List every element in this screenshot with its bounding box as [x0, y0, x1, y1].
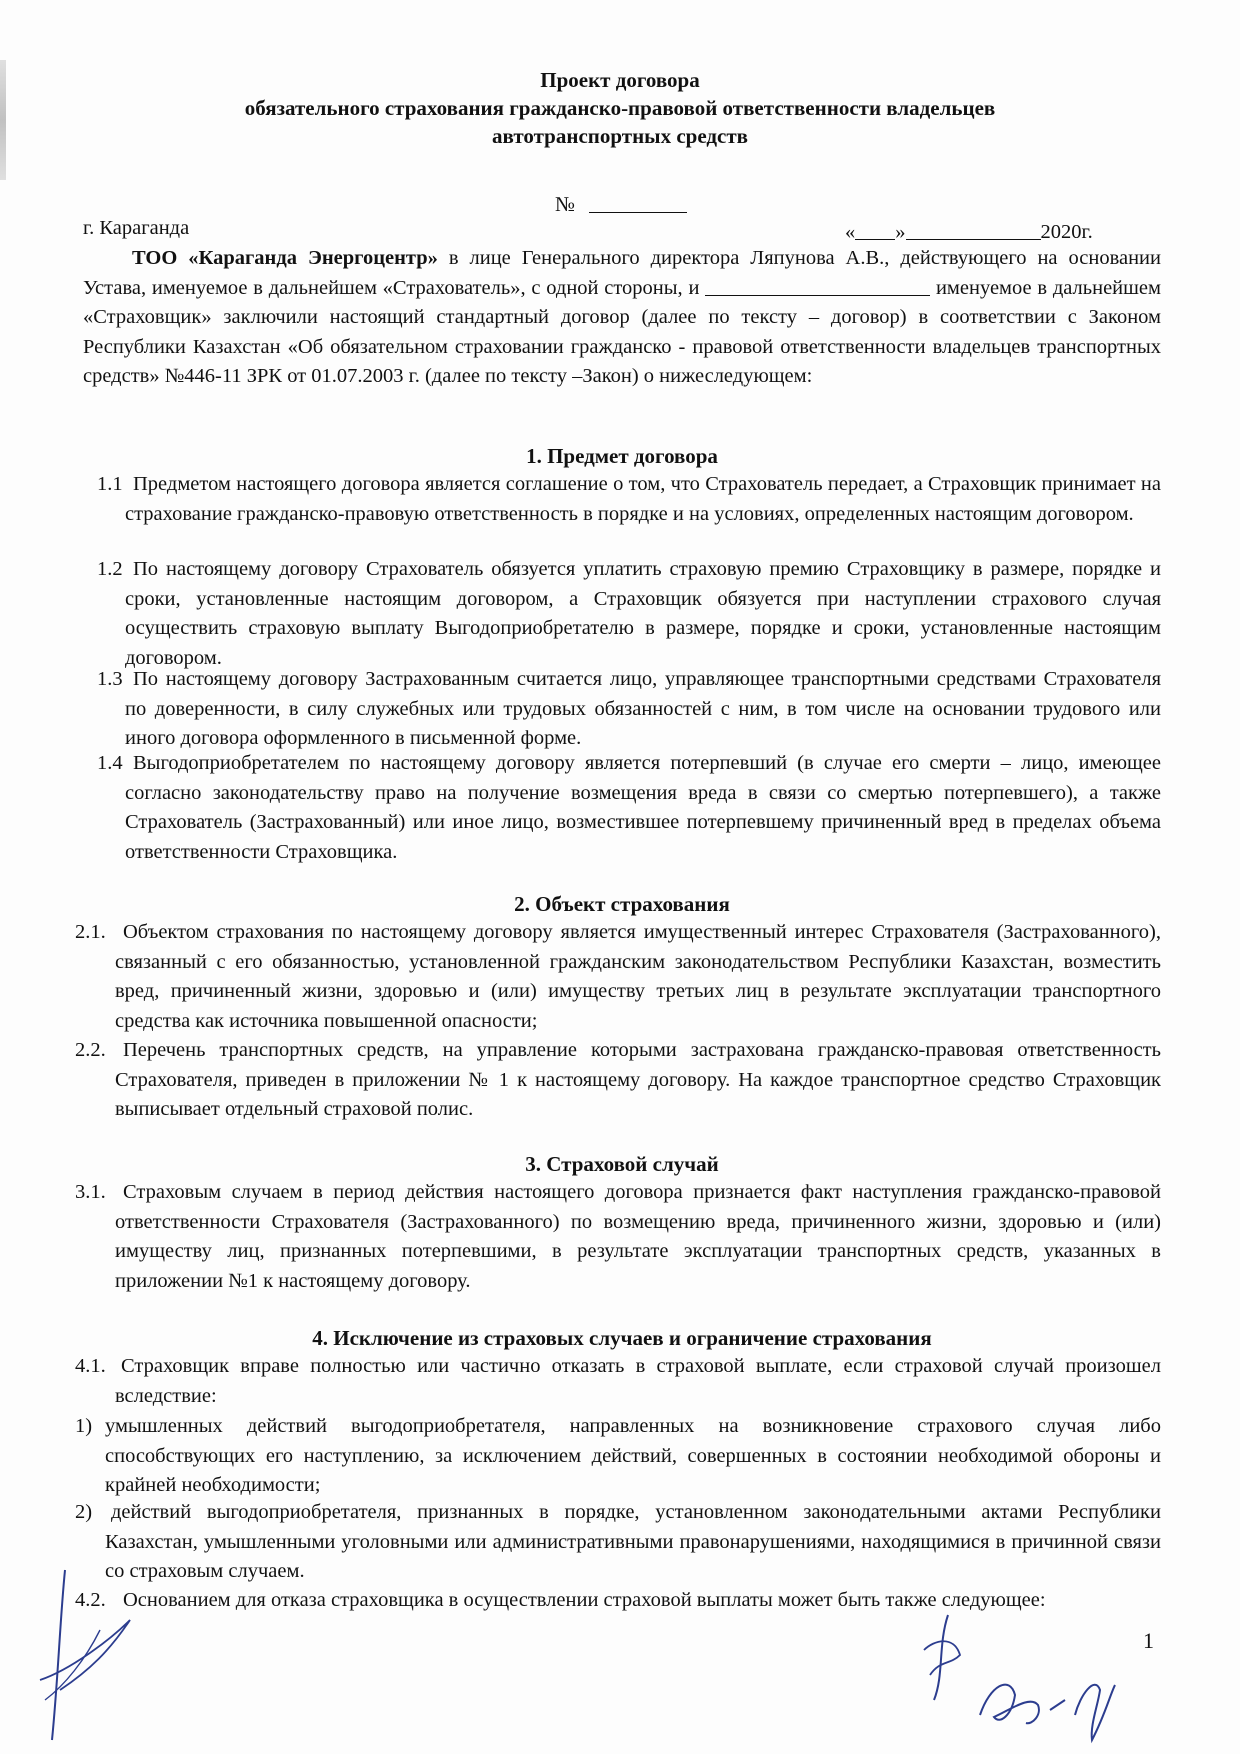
clause-number: 4.2.: [75, 1589, 106, 1611]
clause-text: Страховым случаем в период действия настоящего договора признается факт наступления гражданско-правовой ответственности Страхователя (Застрахованного) по возмещению вреда, причиненного жизни, здоровью и (или) имуществу лиц, признанных потерпевшими, в результате эксплуатации транспортных средств, указанных в приложении №1 к настоящему договору.: [115, 1181, 1161, 1292]
clause-text: Выгодоприобретателем по настоящему договору является потерпевший (в случае его смерти – лицо, имеющее согласно законодательству право на получение возмещения вреда в связи со смертью потерпевшего), а также Страхователь (Застрахованный) или иное лицо, возместившее потерпевшему причиненный вред в пределах объема ответственности Страховщика.: [125, 752, 1161, 863]
number-blank: [589, 194, 687, 213]
clause-number: 1.2: [97, 558, 123, 580]
clause-number: 3.1.: [75, 1181, 106, 1203]
clause-text: умышленных действий выгодоприобретателя, направленных на возникновение страхового случая либо способствующих его наступлению, за исключением действий, совершенных в состоянии необходимой обороны и крайней необходимости;: [105, 1415, 1161, 1496]
preamble: [83, 244, 1161, 392]
clause-2-2: [75, 1036, 1161, 1125]
clause-2-1: [75, 918, 1161, 1036]
clause-number: 1.3: [97, 668, 123, 690]
preamble-text-2: именуемое в дальнейшем «Страховщик» заключили настоящий стандартный договор (далее по тексту – договор) в соответствии с Законом Республики Казахстан «Об обязательном страховании гражданско - правовой ответственности владельцев транспортных средств» №446-11 ЗРК от 01.07.2003 г. (далее по тексту –Закон) о нижеследующем:: [83, 276, 1162, 387]
month-blank: [906, 221, 1041, 240]
title-line-2: обязательного страхования гражданско-правовой ответственности владельцев: [244, 96, 996, 120]
clause-number: 1.4: [97, 752, 123, 774]
date-year: 2020г.: [1040, 221, 1093, 243]
insurer-blank: [705, 277, 930, 296]
clause-4-1-item-2: [75, 1498, 1161, 1587]
date-close-quote: »: [895, 221, 906, 243]
section-1-title: 1. Предмет договора: [526, 444, 718, 468]
clause-1-3: [97, 665, 1161, 754]
date-open-quote: «: [845, 221, 856, 243]
clause-3-1: [75, 1178, 1161, 1296]
clause-number: 4.1.: [75, 1355, 106, 1377]
clause-number: 1.1: [97, 473, 123, 495]
contract-number: [555, 190, 687, 220]
section-2-title: 2. Объект страхования: [514, 892, 730, 916]
clause-1-2: [97, 555, 1161, 673]
clause-text: действий выгодоприобретателя, признанных в порядке, установленном законодательными актами Республики Казахстан, умышленными уголовными или административными правонарушениями, находящимися в причинной связи со страховым случаем.: [105, 1501, 1161, 1582]
signature-initials: [920, 1605, 1130, 1750]
preamble-text-1: в лице Генерального директора Ляпунова А.В., действующего на основании Устава, именуемое в дальнейшем «Страхователь», с одной стороны, и: [83, 247, 1161, 299]
clause-number: 2.1.: [75, 921, 106, 943]
number-label: №: [555, 192, 576, 216]
scan-edge-mark: [0, 60, 6, 180]
left-margin-signature: [30, 1560, 150, 1750]
clause-number: 2): [75, 1501, 93, 1523]
day-blank: [855, 221, 895, 240]
clause-4-1-item-1: [75, 1412, 1161, 1501]
section-3-title: 3. Страховой случай: [525, 1152, 719, 1176]
page-number: 1: [1143, 1628, 1154, 1653]
clause-text: Предметом настоящего договора является соглашение о том, что Страхователь передает, а Страховщик принимает на страхование гражданско-правовую ответственность в порядке и на условиях, определенных настоящим договором.: [125, 473, 1161, 525]
clause-number: 1): [75, 1415, 93, 1437]
clause-text: По настоящему договору Застрахованным считается лицо, управляющее транспортными средствами Страхователя по доверенности, в силу служебных или трудовых обязанностей с ним, в том числе на основании трудового или иного договора оформленного в письменной форме.: [125, 668, 1161, 749]
section-4-title: 4. Исключение из страховых случаев и ограничение страхования: [312, 1326, 932, 1350]
title-line-3: автотранспортных средств: [492, 124, 748, 148]
clause-text: Объектом страхования по настоящему договору является имущественный интерес Страхователя (Застрахованного), связанный с его обязанностью, установленной гражданским законодательством Республики Казахстан, возместить вред, причиненный жизни, здоровью и (или) имуществу третьих лиц в результате эксплуатации транспортного средства как источника повышенной опасности;: [115, 921, 1161, 1032]
clause-text: По настоящему договору Страхователь обязуется уплатить страховую премию Страховщику в размере, порядке и сроки, установленные настоящим договором, а Страховщик обязуется при наступлении страхового случая осуществить страховую выплату Выгодоприобретателю в размере, порядке и сроки, установленные настоящим договором.: [125, 558, 1161, 669]
company-name: ТОО «Караганда Энергоцентр»: [132, 247, 438, 269]
city: г. Караганда: [83, 217, 190, 239]
clause-text: Основанием для отказа страховщика в осуществлении страховой выплаты может быть также следующее:: [123, 1589, 1046, 1611]
clause-text: Перечень транспортных средств, на управление которыми застрахована гражданско-правовая ответственность Страхователя, приведен в приложении № 1 к настоящему договору. На каждое транспортное средство Страховщик выписывает отдельный страховой полис.: [115, 1039, 1161, 1120]
clause-4-1: [75, 1352, 1161, 1411]
clause-text: Страховщик вправе полностью или частично отказать в страховой выплате, если страховой случай произошел вследствие:: [115, 1355, 1161, 1407]
clause-number: 2.2.: [75, 1039, 106, 1061]
clause-1-1: [97, 470, 1161, 529]
document-title: [120, 66, 1120, 150]
title-line-1: Проект договора: [540, 68, 700, 92]
clause-1-4: [97, 749, 1161, 867]
